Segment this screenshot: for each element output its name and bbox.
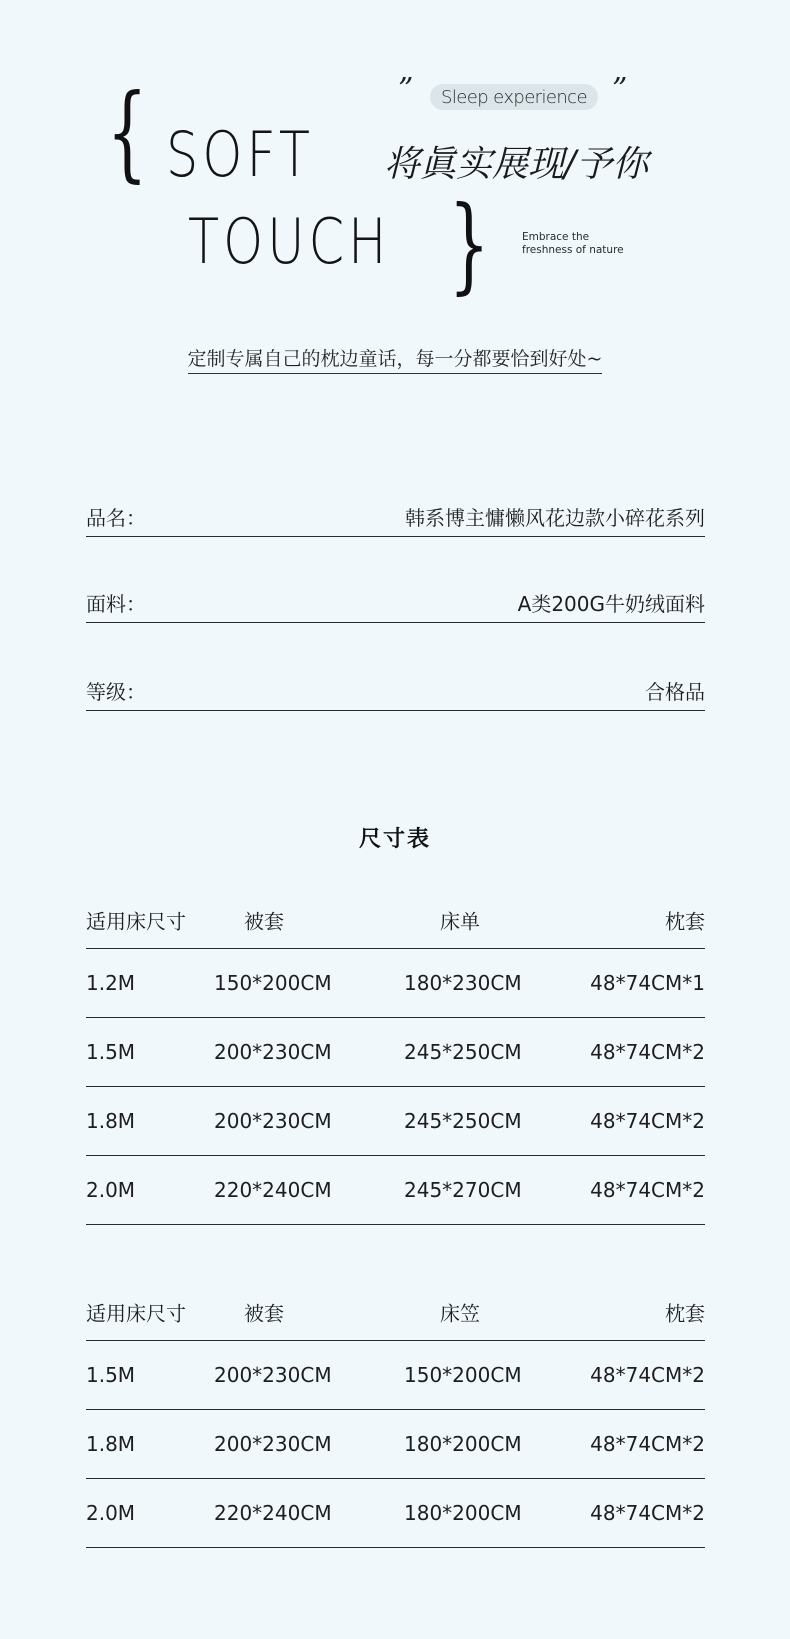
header-cell: 床单 bbox=[440, 909, 480, 934]
table-cell: 1.5M bbox=[86, 1363, 136, 1387]
info-value: 韩系博主慵懒风花边款小碎花系列 bbox=[405, 505, 705, 530]
table-cell: 48*74CM*1 bbox=[590, 971, 705, 995]
table-cell: 245*270CM bbox=[404, 1178, 522, 1202]
table-cell: 48*74CM*2 bbox=[590, 1178, 705, 1202]
quote-mark-close: ” bbox=[612, 72, 628, 107]
info-row-grade bbox=[86, 670, 705, 711]
table-cell: 2.0M bbox=[86, 1178, 136, 1202]
table-row bbox=[86, 1087, 705, 1156]
sleep-experience-pill: Sleep experience bbox=[430, 84, 598, 110]
info-row-product-name bbox=[86, 496, 705, 537]
header-cell: 被套 bbox=[244, 1301, 284, 1326]
table-cell: 200*230CM bbox=[214, 1363, 332, 1387]
info-row-fabric bbox=[86, 582, 705, 623]
table-cell: 200*230CM bbox=[214, 1432, 332, 1456]
header-cell: 适用床尺寸 bbox=[86, 1301, 186, 1326]
table-cell: 200*230CM bbox=[214, 1040, 332, 1064]
table-cell: 180*230CM bbox=[404, 971, 522, 995]
table-cell: 180*200CM bbox=[404, 1501, 522, 1525]
size-chart-title: 尺寸表 bbox=[358, 827, 431, 852]
header-cell: 枕套 bbox=[665, 1301, 705, 1326]
size-table-fitted-sheet bbox=[86, 1284, 705, 1548]
table-header-row bbox=[86, 1284, 705, 1341]
table-row bbox=[86, 1156, 705, 1225]
table-cell: 2.0M bbox=[86, 1501, 136, 1525]
info-label: 等级： bbox=[86, 679, 146, 704]
info-value: A类200G牛奶绒面料 bbox=[517, 591, 705, 616]
left-brace: { bbox=[106, 71, 148, 193]
table-cell: 48*74CM*2 bbox=[590, 1109, 705, 1133]
table-cell: 245*250CM bbox=[404, 1040, 522, 1064]
table-row bbox=[86, 1341, 705, 1410]
right-brace: } bbox=[448, 183, 490, 305]
table-cell: 1.8M bbox=[86, 1109, 136, 1133]
table-cell: 220*240CM bbox=[214, 1501, 332, 1525]
header-cell: 被套 bbox=[244, 909, 284, 934]
info-label: 面料： bbox=[86, 591, 146, 616]
embrace-line-2: freshness of nature bbox=[522, 244, 624, 256]
hero-subtitle-text: 定制专属自己的枕边童话，每一分都要恰到好处~ bbox=[188, 348, 603, 374]
hero-subtitle bbox=[0, 344, 790, 371]
info-label: 品名： bbox=[86, 505, 146, 530]
embrace-caption bbox=[522, 231, 652, 257]
table-header-row bbox=[86, 892, 705, 949]
table-cell: 200*230CM bbox=[214, 1109, 332, 1133]
header-cell: 适用床尺寸 bbox=[86, 909, 186, 934]
header-cell: 枕套 bbox=[665, 909, 705, 934]
table-row bbox=[86, 1479, 705, 1548]
table-cell: 180*200CM bbox=[404, 1432, 522, 1456]
hero-title-soft: SOFT bbox=[166, 118, 315, 191]
table-cell: 48*74CM*2 bbox=[590, 1501, 705, 1525]
table-row bbox=[86, 1018, 705, 1087]
hero-title-touch: TOUCH bbox=[188, 205, 391, 278]
table-row bbox=[86, 1410, 705, 1479]
table-cell: 150*200CM bbox=[404, 1363, 522, 1387]
table-cell: 1.8M bbox=[86, 1432, 136, 1456]
hero-tagline-cn: 将眞实展现/予你 bbox=[384, 144, 649, 185]
quote-mark-open: ” bbox=[398, 72, 414, 107]
table-cell: 1.2M bbox=[86, 971, 136, 995]
table-cell: 48*74CM*2 bbox=[590, 1363, 705, 1387]
table-cell: 48*74CM*2 bbox=[590, 1040, 705, 1064]
header-cell: 床笠 bbox=[440, 1301, 480, 1326]
size-table-flat-sheet bbox=[86, 892, 705, 1225]
embrace-line-1: Embrace the bbox=[522, 231, 590, 243]
table-cell: 220*240CM bbox=[214, 1178, 332, 1202]
table-cell: 48*74CM*2 bbox=[590, 1432, 705, 1456]
info-value: 合格品 bbox=[645, 679, 705, 704]
table-cell: 1.5M bbox=[86, 1040, 136, 1064]
table-cell: 245*250CM bbox=[404, 1109, 522, 1133]
table-row bbox=[86, 949, 705, 1018]
table-cell: 150*200CM bbox=[214, 971, 332, 995]
